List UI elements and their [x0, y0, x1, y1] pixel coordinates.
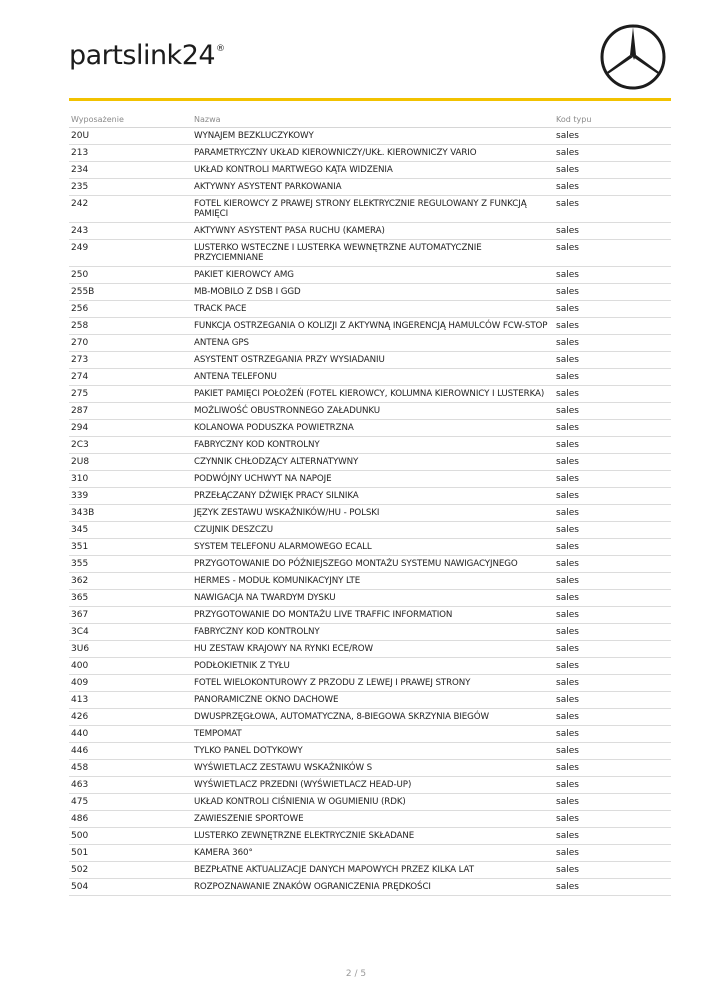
equipment-code-cell: 310: [69, 471, 192, 488]
equipment-code-cell: 339: [69, 488, 192, 505]
equipment-name-cell: KAMERA 360°: [192, 845, 554, 862]
table-row: [69, 607, 671, 624]
type-code-cell: sales: [554, 454, 671, 471]
type-code-cell: sales: [554, 284, 671, 301]
equipment-name-cell: FOTEL KIEROWCY Z PRAWEJ STRONY ELEKTRYCZNIE REGULOWANY Z FUNKCJĄ PAMIĘCI: [192, 196, 554, 223]
equipment-name-cell: UKŁAD KONTROLI MARTWEGO KĄTA WIDZENIA: [192, 162, 554, 179]
type-code-cell: sales: [554, 488, 671, 505]
table-row: [69, 828, 671, 845]
equipment-name-cell: LUSTERKO WSTECZNE I LUSTERKA WEWNĘTRZNE AUTOMATYCZNIE PRZYCIEMNIANE: [192, 240, 554, 267]
type-code-cell: sales: [554, 794, 671, 811]
type-code-cell: sales: [554, 403, 671, 420]
equipment-name-cell: PRZEŁĄCZANY DŹWIĘK PRACY SILNIKA: [192, 488, 554, 505]
equipment-name-cell: MB-MOBILO Z DSB I GGD: [192, 284, 554, 301]
type-code-cell: sales: [554, 726, 671, 743]
equipment-code-cell: 3C4: [69, 624, 192, 641]
equipment-code-cell: 365: [69, 590, 192, 607]
column-header-type-code: Kod typu: [554, 112, 671, 128]
equipment-code-cell: 501: [69, 845, 192, 862]
equipment-name-cell: ZAWIESZENIE SPORTOWE: [192, 811, 554, 828]
equipment-code-cell: 355: [69, 556, 192, 573]
equipment-code-cell: 463: [69, 777, 192, 794]
type-code-cell: sales: [554, 505, 671, 522]
equipment-code-cell: 2U8: [69, 454, 192, 471]
type-code-cell: sales: [554, 641, 671, 658]
equipment-code-cell: 367: [69, 607, 192, 624]
equipment-name-cell: WYŚWIETLACZ ZESTAWU WSKAŹNIKÓW S: [192, 760, 554, 777]
equipment-name-cell: PANORAMICZNE OKNO DACHOWE: [192, 692, 554, 709]
type-code-cell: sales: [554, 828, 671, 845]
equipment-name-cell: PODWÓJNY UCHWYT NA NAPOJE: [192, 471, 554, 488]
table-row: [69, 488, 671, 505]
header-divider: [69, 98, 671, 101]
type-code-cell: sales: [554, 862, 671, 879]
equipment-name-cell: ANTENA GPS: [192, 335, 554, 352]
table-row: [69, 692, 671, 709]
table-row: [69, 318, 671, 335]
equipment-code-cell: 294: [69, 420, 192, 437]
equipment-code-cell: 258: [69, 318, 192, 335]
equipment-table: [69, 112, 671, 896]
type-code-cell: sales: [554, 760, 671, 777]
table-row: [69, 240, 671, 267]
equipment-code-cell: 250: [69, 267, 192, 284]
table-row: [69, 223, 671, 240]
type-code-cell: sales: [554, 539, 671, 556]
equipment-code-cell: 413: [69, 692, 192, 709]
table-row: [69, 760, 671, 777]
equipment-name-cell: TEMPOMAT: [192, 726, 554, 743]
type-code-cell: sales: [554, 437, 671, 454]
table-row: [69, 726, 671, 743]
equipment-code-cell: 274: [69, 369, 192, 386]
table-row: [69, 162, 671, 179]
type-code-cell: sales: [554, 607, 671, 624]
equipment-name-cell: PARAMETRYCZNY UKŁAD KIEROWNICZY/UKŁ. KIEROWNICZY VARIO: [192, 145, 554, 162]
type-code-cell: sales: [554, 522, 671, 539]
equipment-code-cell: 20U: [69, 128, 192, 145]
equipment-name-cell: NAWIGACJA NA TWARDYM DYSKU: [192, 590, 554, 607]
table-row: [69, 811, 671, 828]
type-code-cell: sales: [554, 692, 671, 709]
equipment-code-cell: 400: [69, 658, 192, 675]
equipment-code-cell: 287: [69, 403, 192, 420]
type-code-cell: sales: [554, 743, 671, 760]
type-code-cell: sales: [554, 162, 671, 179]
table-row: [69, 505, 671, 522]
equipment-name-cell: PAKIET KIEROWCY AMG: [192, 267, 554, 284]
equipment-name-cell: PRZYGOTOWANIE DO MONTAŻU LIVE TRAFFIC INFORMATION: [192, 607, 554, 624]
equipment-name-cell: HU ZESTAW KRAJOWY NA RYNKI ECE/ROW: [192, 641, 554, 658]
type-code-cell: sales: [554, 267, 671, 284]
type-code-cell: sales: [554, 196, 671, 223]
table-row: [69, 352, 671, 369]
type-code-cell: sales: [554, 590, 671, 607]
type-code-cell: sales: [554, 879, 671, 896]
type-code-cell: sales: [554, 386, 671, 403]
equipment-code-cell: 486: [69, 811, 192, 828]
table-row: [69, 128, 671, 145]
equipment-name-cell: PRZYGOTOWANIE DO PÓŹNIEJSZEGO MONTAŻU SYSTEMU NAWIGACYJNEGO: [192, 556, 554, 573]
equipment-name-cell: MOŻLIWOŚĆ OBUSTRONNEGO ZAŁADUNKU: [192, 403, 554, 420]
table-row: [69, 403, 671, 420]
equipment-code-cell: 273: [69, 352, 192, 369]
table-row: [69, 437, 671, 454]
equipment-code-cell: 234: [69, 162, 192, 179]
table-row: [69, 777, 671, 794]
equipment-name-cell: ANTENA TELEFONU: [192, 369, 554, 386]
table-row: [69, 590, 671, 607]
column-header-equipment: Wyposażenie: [69, 112, 192, 128]
type-code-cell: sales: [554, 179, 671, 196]
equipment-name-cell: AKTYWNY ASYSTENT PASA RUCHU (KAMERA): [192, 223, 554, 240]
equipment-name-cell: TRACK PACE: [192, 301, 554, 318]
equipment-name-cell: HERMES - MODUŁ KOMUNIKACYJNY LTE: [192, 573, 554, 590]
equipment-name-cell: BEZPŁATNE AKTUALIZACJE DANYCH MAPOWYCH PRZEZ KILKA LAT: [192, 862, 554, 879]
type-code-cell: sales: [554, 128, 671, 145]
equipment-name-cell: ROZPOZNAWANIE ZNAKÓW OGRANICZENIA PRĘDKOŚCI: [192, 879, 554, 896]
type-code-cell: sales: [554, 145, 671, 162]
equipment-code-cell: 475: [69, 794, 192, 811]
page-header: [0, 0, 712, 100]
table-row: [69, 196, 671, 223]
table-row: [69, 145, 671, 162]
equipment-name-cell: DWUSPRZĘGŁOWA, AUTOMATYCZNA, 8-BIEGOWA SKRZYNIA BIEGÓW: [192, 709, 554, 726]
table-row: [69, 556, 671, 573]
equipment-name-cell: WYŚWIETLACZ PRZEDNI (WYŚWIETLACZ HEAD-UP): [192, 777, 554, 794]
table-row: [69, 369, 671, 386]
column-header-name: Nazwa: [192, 112, 554, 128]
table-row: [69, 179, 671, 196]
table-row: [69, 420, 671, 437]
table-row: [69, 794, 671, 811]
equipment-code-cell: 2C3: [69, 437, 192, 454]
partslink24-logo: [69, 40, 225, 71]
type-code-cell: sales: [554, 240, 671, 267]
table-row: [69, 709, 671, 726]
table-row: [69, 335, 671, 352]
equipment-name-cell: FUNKCJA OSTRZEGANIA O KOLIZJI Z AKTYWNĄ INGERENCJĄ HAMULCÓW FCW-STOP: [192, 318, 554, 335]
equipment-name-cell: CZYNNIK CHŁODZĄCY ALTERNATYWNY: [192, 454, 554, 471]
table-row: [69, 573, 671, 590]
type-code-cell: sales: [554, 845, 671, 862]
table-row: [69, 641, 671, 658]
equipment-code-cell: 409: [69, 675, 192, 692]
type-code-cell: sales: [554, 301, 671, 318]
equipment-code-cell: 440: [69, 726, 192, 743]
equipment-code-cell: 343B: [69, 505, 192, 522]
equipment-name-cell: LUSTERKO ZEWNĘTRZNE ELEKTRYCZNIE SKŁADANE: [192, 828, 554, 845]
table-row: [69, 624, 671, 641]
equipment-code-cell: 426: [69, 709, 192, 726]
equipment-code-cell: 255B: [69, 284, 192, 301]
table-row: [69, 522, 671, 539]
equipment-name-cell: WYNAJEM BEZKLUCZYKOWY: [192, 128, 554, 145]
type-code-cell: sales: [554, 811, 671, 828]
mercedes-star-icon: [598, 22, 668, 92]
type-code-cell: sales: [554, 624, 671, 641]
equipment-code-cell: 243: [69, 223, 192, 240]
equipment-name-cell: ASYSTENT OSTRZEGANIA PRZY WYSIADANIU: [192, 352, 554, 369]
type-code-cell: sales: [554, 471, 671, 488]
equipment-code-cell: 362: [69, 573, 192, 590]
type-code-cell: sales: [554, 335, 671, 352]
table-row: [69, 675, 671, 692]
type-code-cell: sales: [554, 556, 671, 573]
type-code-cell: sales: [554, 369, 671, 386]
equipment-code-cell: 249: [69, 240, 192, 267]
table-row: [69, 743, 671, 760]
equipment-code-cell: 3U6: [69, 641, 192, 658]
equipment-code-cell: 256: [69, 301, 192, 318]
page-indicator: 2 / 5: [345, 969, 367, 979]
equipment-code-cell: 351: [69, 539, 192, 556]
equipment-code-cell: 242: [69, 196, 192, 223]
equipment-code-cell: 213: [69, 145, 192, 162]
table-header-row: [69, 112, 671, 128]
equipment-name-cell: FABRYCZNY KOD KONTROLNY: [192, 624, 554, 641]
equipment-name-cell: FABRYCZNY KOD KONTROLNY: [192, 437, 554, 454]
equipment-code-cell: 235: [69, 179, 192, 196]
type-code-cell: sales: [554, 709, 671, 726]
logo-registered-mark: ®: [216, 44, 225, 54]
equipment-code-cell: 345: [69, 522, 192, 539]
equipment-name-cell: JĘZYK ZESTAWU WSKAŹNIKÓW/HU - POLSKI: [192, 505, 554, 522]
equipment-name-cell: TYLKO PANEL DOTYKOWY: [192, 743, 554, 760]
table-row: [69, 879, 671, 896]
type-code-cell: sales: [554, 223, 671, 240]
type-code-cell: sales: [554, 675, 671, 692]
equipment-name-cell: SYSTEM TELEFONU ALARMOWEGO ECALL: [192, 539, 554, 556]
table-row: [69, 539, 671, 556]
equipment-code-cell: 270: [69, 335, 192, 352]
equipment-name-cell: CZUJNIK DESZCZU: [192, 522, 554, 539]
equipment-name-cell: KOLANOWA PODUSZKA POWIETRZNA: [192, 420, 554, 437]
type-code-cell: sales: [554, 573, 671, 590]
equipment-code-cell: 446: [69, 743, 192, 760]
equipment-code-cell: 504: [69, 879, 192, 896]
table-row: [69, 386, 671, 403]
equipment-name-cell: FOTEL WIELOKONTUROWY Z PRZODU Z LEWEJ I PRAWEJ STRONY: [192, 675, 554, 692]
equipment-code-cell: 458: [69, 760, 192, 777]
table-row: [69, 301, 671, 318]
equipment-code-cell: 275: [69, 386, 192, 403]
table-row: [69, 845, 671, 862]
type-code-cell: sales: [554, 777, 671, 794]
table-row: [69, 454, 671, 471]
equipment-code-cell: 502: [69, 862, 192, 879]
equipment-name-cell: PODŁOKIETNIK Z TYŁU: [192, 658, 554, 675]
table-row: [69, 658, 671, 675]
type-code-cell: sales: [554, 318, 671, 335]
table-row: [69, 284, 671, 301]
type-code-cell: sales: [554, 420, 671, 437]
equipment-code-cell: 500: [69, 828, 192, 845]
type-code-cell: sales: [554, 658, 671, 675]
table-row: [69, 267, 671, 284]
equipment-name-cell: PAKIET PAMIĘCI POŁOŻEŃ (FOTEL KIEROWCY, KOLUMNA KIEROWNICY I LUSTERKA): [192, 386, 554, 403]
type-code-cell: sales: [554, 352, 671, 369]
table-row: [69, 862, 671, 879]
logo-text: partslink24: [69, 40, 216, 71]
table-row: [69, 471, 671, 488]
equipment-name-cell: AKTYWNY ASYSTENT PARKOWANIA: [192, 179, 554, 196]
equipment-name-cell: UKŁAD KONTROLI CIŚNIENIA W OGUMIENIU (RDK): [192, 794, 554, 811]
